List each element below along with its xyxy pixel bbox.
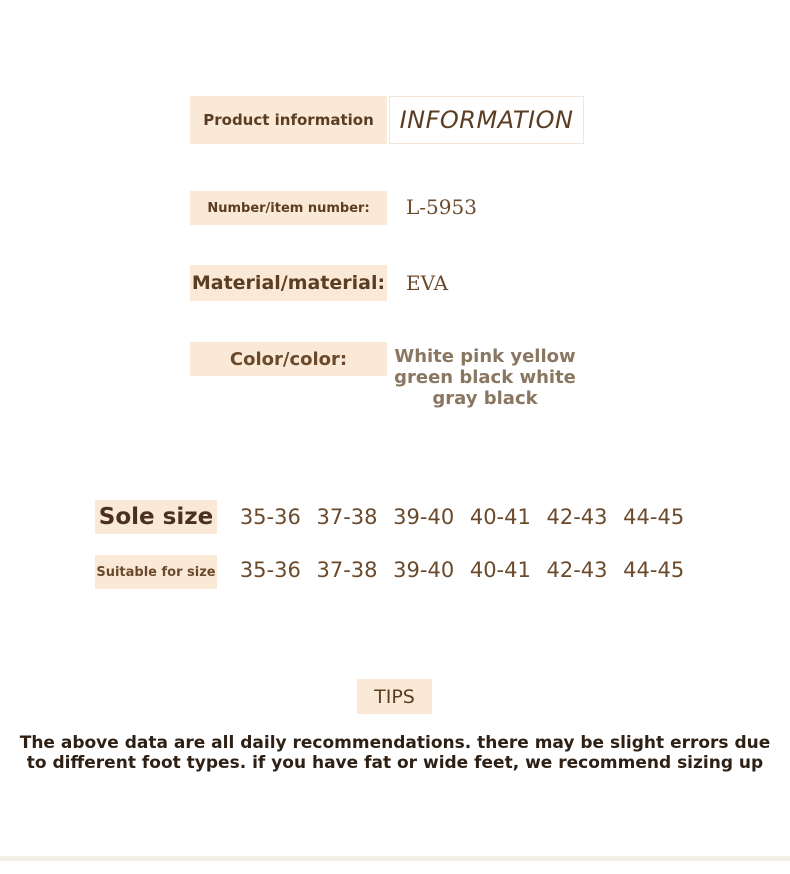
item-number-value: L-5953 <box>406 195 477 219</box>
material-value: EVA <box>406 271 449 295</box>
sole-size-cell: 40-41 <box>469 505 531 529</box>
material-label: Material/material: <box>190 265 387 301</box>
suitable-size-cell: 37-38 <box>316 558 378 582</box>
sole-size-label: Sole size <box>95 500 217 534</box>
sole-size-cell: 35-36 <box>239 505 301 529</box>
sole-size-cell: 37-38 <box>316 505 378 529</box>
sole-size-row <box>232 505 692 529</box>
sole-size-cell: 39-40 <box>393 505 455 529</box>
item-number-label: Number/item number: <box>190 191 387 225</box>
suitable-size-cell: 35-36 <box>239 558 301 582</box>
tips-text: The above data are all daily recommendations. there may be slight errors due to different foot types. if you have fat or wide feet, we recommend sizing up <box>19 733 771 773</box>
color-value: White pink yellow green black white gray black <box>394 346 576 409</box>
suitable-size-cell: 44-45 <box>623 558 685 582</box>
sole-size-cell: 42-43 <box>546 505 608 529</box>
suitable-size-label: Suitable for size <box>95 555 217 589</box>
info-title: INFORMATION <box>389 96 584 144</box>
suitable-size-row <box>232 558 692 582</box>
tips-label: TIPS <box>357 679 432 714</box>
suitable-size-cell: 40-41 <box>469 558 531 582</box>
color-label: Color/color: <box>190 342 387 376</box>
suitable-size-cell: 39-40 <box>393 558 455 582</box>
product-info-label: Product information <box>190 96 387 144</box>
suitable-size-cell: 42-43 <box>546 558 608 582</box>
bottom-divider <box>0 856 790 861</box>
sole-size-cell: 44-45 <box>623 505 685 529</box>
